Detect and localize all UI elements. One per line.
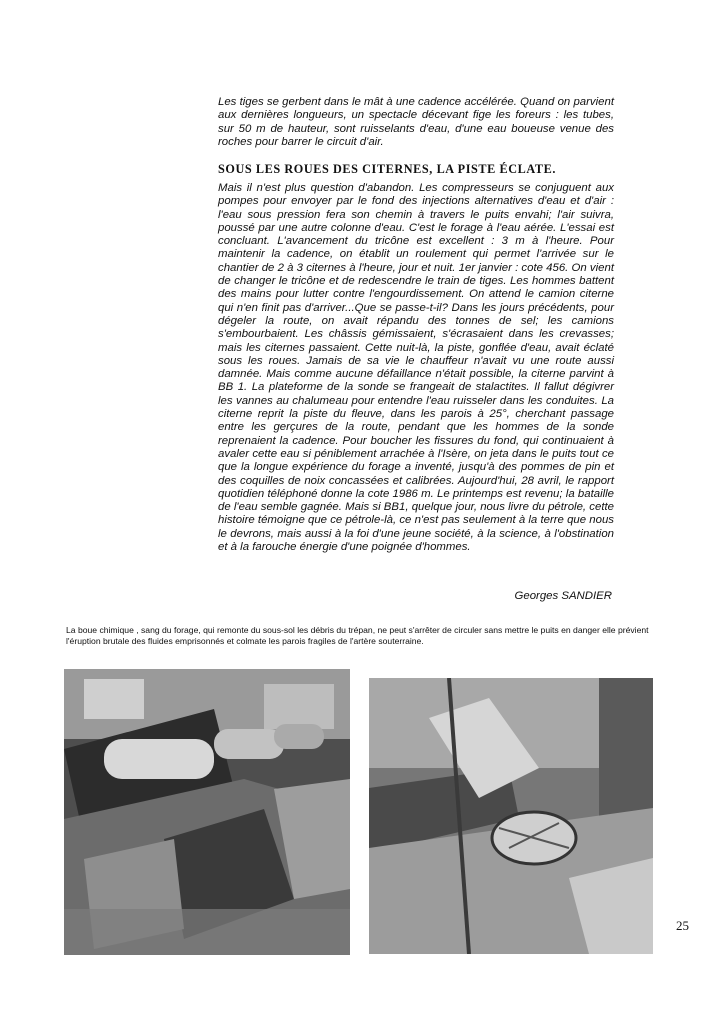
photo-caption: La boue chimique , sang du forage, qui remonte du sous-sol les débris du trépan, ne peut s'arrêter de circuler sans mettre le puits en danger elle prévient l'éruption brutale des fluides emprisonnés et colmate les parois fragiles de l'artère souterraine.: [66, 625, 649, 646]
photo-mud-shakers: [64, 669, 350, 955]
intro-paragraph: Les tiges se gerbent dans le mât à une cadence accélérée. Quand on parvient aux dernières longueurs, un spectacle décevant fige les foreurs : les tubes, sur 50 m de hauteur, sont ruisselants d'eau, d'une eau boueuse venue des roches pour barrer le circuit d'air.: [218, 96, 614, 148]
author-signature: Georges SANDIER: [514, 590, 612, 602]
photo-mud-channel: [369, 678, 653, 954]
body-paragraph: Mais il n'est plus question d'abandon. Les compresseurs se conjuguent aux pompes pour envoyer par le fond des injections alternatives d'eau et d'air : l'eau sous pression fera son chemin à travers le puits envahi; l'air suivra, poussé par une autre colonne d'eau. C'est le forage à l'eau aérée. L'essai est concluant. L'avancement du tricône est excellent : 3 m à l'heure. Pour maintenir la cadence, on établit un roulement qui permet l'arrivée sur le chantier de 2 à 3 citernes à l'heure, jour et nuit. 1er janvier : cote 456. On vient de changer le tricône et de redescendre le train de tiges. Les hommes battent des mains pour lutter contre l'engourdissement. On attend le camion citerne qui n'en finit pas d'arriver...Que se passe-t-il? Dans les jours précédents, pour dégeler la route, on avait répandu des tonnes de sel; les camions s'embourbaient. Les châssis gémissaient, s'écrasaient dans les crevasses; mais les citernes passaient. Cette nuit-là, la piste, gonflée d'eau, avait éclaté sous les roues. Jamais de sa vie le chauffeur n'avait vu une route aussi damnée. Mais comme aucune défaillance n'était possible, la citerne parvint à BB 1. La plateforme de la sonde se frangeait de stalactites. Il fallut dégivrer les vannes au chalumeau pour entendre l'eau ruisseler dans les conduites. La citerne reprit la piste du fleuve, dans les parois à 25°, cherchant passage entre les gerçures de la route, pendant que les hommes de la sonde reprenaient la cadence. Pour boucher les fissures du fond, qui continuaient à avaler cette eau si péniblement arrachée à l'Isère, on jeta dans le puits tout ce que la longue expérience du forage a inventé, jusqu'à des pommes de pin et des coquilles de noix concassées et calibrées. Aujourd'hui, 28 avril, le rapport quotidien téléphoné donne la cote 1986 m. Le printemps est revenu; la bataille de l'eau semble gagnée. Mais si BB1, quelque jour, nous livre du pétrole, cette histoire témoigne que ce pétrole-là, ce n'est pas seulement à la terre que nous le devrons, mais aussi à la foi d'une jeune société, à la science, à l'obstination et à la farouche énergie d'une poignée d'hommes.: [218, 182, 614, 554]
page-number: 25: [676, 918, 689, 933]
section-heading: SOUS LES ROUES DES CITERNES, LA PISTE ÉCLATE.: [218, 162, 556, 176]
